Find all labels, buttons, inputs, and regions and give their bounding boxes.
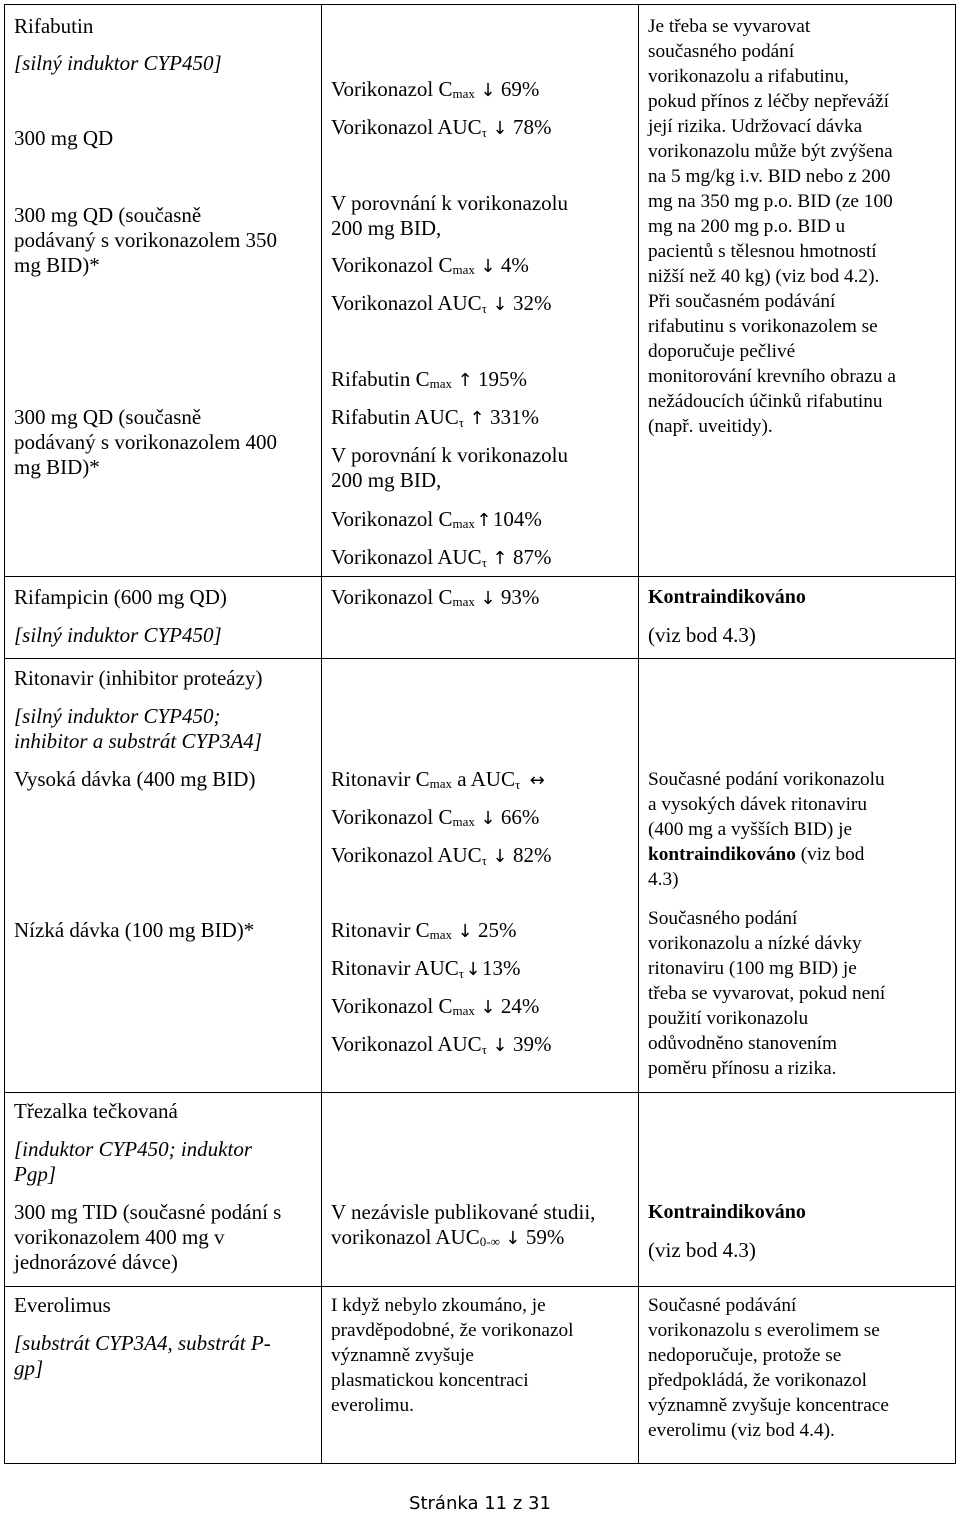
text-line: (např. uveitidy). bbox=[648, 416, 773, 437]
text-line: I když nebylo zkoumáno, je bbox=[331, 1295, 546, 1316]
pk-effect: Ritonavir AUCτ↓13% bbox=[331, 956, 521, 981]
pk-effect: Vorikonazol Cmax↑104% bbox=[331, 507, 542, 531]
text-line: na 5 mg/kg i.v. BID nebo z 200 bbox=[648, 166, 891, 187]
dose-label: 300 mg TID (současné podání s bbox=[14, 1200, 282, 1224]
row-divider-4 bbox=[4, 1286, 956, 1287]
table-border-top bbox=[4, 4, 956, 5]
arrow-down-icon: ↓ bbox=[465, 959, 481, 980]
arrow-down-icon: ↓ bbox=[480, 588, 496, 609]
arrow-up-icon: ↑ bbox=[476, 510, 492, 531]
text-line: everolimu. bbox=[331, 1395, 414, 1416]
dose-label: 300 mg QD bbox=[14, 126, 114, 150]
text-line: ritonaviru (100 mg BID) je bbox=[648, 958, 857, 979]
pk-effect: Vorikonazol AUCτ ↓ 82% bbox=[331, 843, 552, 868]
text-line: třeba se vyvarovat, pokud není bbox=[648, 983, 886, 1004]
pk-effect: Rifabutin Cmax ↑ 195% bbox=[331, 367, 527, 391]
recommendation-line: (400 mg a vyšších BID) je bbox=[648, 819, 853, 840]
dose-label: 300 mg QD (současně bbox=[14, 405, 202, 429]
reference-note: (viz bod 4.3) bbox=[648, 623, 756, 647]
text-line: everolimu (viz bod 4.4). bbox=[648, 1420, 835, 1441]
text-line: vorikonazolu a rifabutinu, bbox=[648, 66, 849, 87]
drug-name: Everolimus bbox=[14, 1293, 111, 1317]
text-line: nižší než 40 kg) (viz bod 4.2). bbox=[648, 266, 880, 287]
table-border-bottom bbox=[4, 1463, 956, 1464]
text-line: Současného podání bbox=[648, 908, 798, 929]
dose-label: Nízká dávka (100 mg BID)* bbox=[14, 918, 255, 942]
reference-note: (viz bod 4.3) bbox=[648, 1238, 756, 1262]
dose-label: Vysoká dávka (400 mg BID) bbox=[14, 767, 256, 791]
arrow-up-icon: ↑ bbox=[492, 548, 508, 569]
pk-effect: Vorikonazol Cmax ↓ 69% bbox=[331, 77, 540, 101]
pk-effect: Ritonavir Cmax ↓ 25% bbox=[331, 918, 517, 942]
table-border-right bbox=[955, 4, 956, 1464]
comparison-note: 200 mg BID, bbox=[331, 468, 442, 492]
comparison-note: 200 mg BID, bbox=[331, 216, 442, 240]
text-line: významně zvyšuje bbox=[331, 1345, 474, 1366]
pk-effect: Vorikonazol Cmax ↓ 66% bbox=[331, 805, 540, 829]
text-line: předpokládá, že vorikonazol bbox=[648, 1370, 867, 1391]
drug-name: Třezalka tečkovaná bbox=[14, 1099, 178, 1123]
dose-label: 300 mg QD (současně bbox=[14, 203, 202, 227]
drug-class: [induktor CYP450; induktor bbox=[14, 1137, 253, 1161]
drug-class: [silný induktor CYP450] bbox=[14, 623, 222, 647]
text-line: odůvodněno stanovením bbox=[648, 1033, 838, 1054]
contraindicated-label: Kontraindikováno bbox=[648, 1201, 806, 1223]
drug-class: [substrát CYP3A4, substrát P- bbox=[14, 1331, 271, 1355]
page-number: Stránka 11 z 31 bbox=[409, 1493, 551, 1514]
drug-name: Rifabutin bbox=[14, 14, 94, 38]
text-line: monitorování krevního obrazu a bbox=[648, 366, 896, 387]
table-border-left bbox=[4, 4, 5, 1464]
column-divider-1 bbox=[321, 4, 322, 1464]
pk-effect: Vorikonazol Cmax ↓ 4% bbox=[331, 253, 529, 277]
arrow-down-icon: ↓ bbox=[480, 808, 496, 829]
drug-name: Rifampicin (600 mg QD) bbox=[14, 585, 227, 609]
column-divider-2 bbox=[638, 4, 639, 1464]
text-line: současného podání bbox=[648, 41, 795, 62]
comparison-note: V porovnání k vorikonazolu bbox=[331, 191, 568, 215]
recommendation-line: a vysokých dávek ritonaviru bbox=[648, 794, 867, 815]
comparison-note: V porovnání k vorikonazolu bbox=[331, 443, 568, 467]
arrow-down-icon: ↓ bbox=[492, 294, 508, 315]
arrow-down-icon: ↓ bbox=[480, 80, 496, 101]
contraindicated-label: Kontraindikováno bbox=[648, 586, 806, 608]
text-line: pacientů s tělesnou hmotností bbox=[648, 241, 877, 262]
text-line: rifabutinu s vorikonazolem se bbox=[648, 316, 878, 337]
arrow-down-icon: ↓ bbox=[492, 1035, 508, 1056]
dose-label: mg BID)* bbox=[14, 253, 100, 277]
drug-class: Pgp] bbox=[14, 1162, 56, 1186]
text-line: doporučuje pečlivé bbox=[648, 341, 796, 362]
study-note: V nezávisle publikované studii, bbox=[331, 1200, 596, 1224]
drug-class: [silný induktor CYP450; bbox=[14, 704, 221, 728]
arrow-down-icon: ↓ bbox=[457, 921, 473, 942]
text-line: mg na 200 mg p.o. BID u bbox=[648, 216, 846, 237]
text-line: Je třeba se vyvarovat bbox=[648, 16, 811, 37]
text-line: mg na 350 mg p.o. BID (ze 100 bbox=[648, 191, 893, 212]
text-line: její rizika. Udržovací dávka bbox=[648, 116, 863, 137]
recommendation-line: kontraindikováno (viz bod bbox=[648, 844, 865, 865]
text-line: nežádoucích účinků rifabutinu bbox=[648, 391, 883, 412]
arrow-down-icon: ↓ bbox=[492, 846, 508, 867]
arrow-up-icon: ↑ bbox=[457, 370, 473, 391]
pk-effect: Vorikonazol AUCτ ↓ 39% bbox=[331, 1032, 552, 1057]
drug-class: gp] bbox=[14, 1356, 44, 1380]
pk-effect: Vorikonazol AUCτ ↑ 87% bbox=[331, 545, 552, 570]
recommendation-line: 4.3) bbox=[648, 869, 679, 890]
text-line: pokud přínos z léčby nepřeváží bbox=[648, 91, 889, 112]
interaction-table bbox=[4, 4, 957, 1464]
dose-label: jednorázové dávce) bbox=[14, 1250, 178, 1274]
text-line: významně zvyšuje koncentrace bbox=[648, 1395, 889, 1416]
row-divider-1 bbox=[4, 576, 956, 577]
text-line: vorikonazolu a nízké dávky bbox=[648, 933, 862, 954]
arrow-down-icon: ↓ bbox=[480, 997, 496, 1018]
text-line: vorikonazolu může být zvýšena bbox=[648, 141, 893, 162]
drug-class: [silný induktor CYP450] bbox=[14, 51, 222, 75]
pk-effect: vorikonazol AUC0-∞ ↓ 59% bbox=[331, 1225, 565, 1249]
pk-effect: Ritonavir Cmax a AUCτ ↔ bbox=[331, 767, 554, 797]
dose-label: vorikonazolem 400 mg v bbox=[14, 1225, 225, 1249]
text-line: plasmatickou koncentraci bbox=[331, 1370, 529, 1391]
dose-label: podávaný s vorikonazolem 400 bbox=[14, 430, 278, 454]
text-line: Při současném podávání bbox=[648, 291, 836, 312]
text-line: použití vorikonazolu bbox=[648, 1008, 809, 1029]
text-line: Současné podávání bbox=[648, 1295, 797, 1316]
pk-effect: Vorikonazol AUCτ ↓ 78% bbox=[331, 115, 552, 140]
drug-name: Ritonavir (inhibitor proteázy) bbox=[14, 666, 263, 690]
text-line: nedoporučuje, protože se bbox=[648, 1345, 842, 1366]
row-divider-3 bbox=[4, 1092, 956, 1093]
pk-effect: Vorikonazol Cmax ↓ 24% bbox=[331, 994, 540, 1018]
pk-effect: Vorikonazol Cmax ↓ 93% bbox=[331, 585, 540, 609]
text-line: pravděpodobné, že vorikonazol bbox=[331, 1320, 574, 1341]
row-divider-2 bbox=[4, 658, 956, 659]
pk-effect: Rifabutin AUCτ ↑ 331% bbox=[331, 405, 539, 430]
dose-label: podávaný s vorikonazolem 350 bbox=[14, 228, 278, 252]
arrow-down-icon: ↓ bbox=[492, 118, 508, 139]
arrow-down-icon: ↓ bbox=[505, 1228, 521, 1249]
arrow-both-icon: ↔ bbox=[529, 770, 545, 791]
recommendation-line: Současné podání vorikonazolu bbox=[648, 769, 885, 790]
dose-label: mg BID)* bbox=[14, 455, 100, 479]
text-line: vorikonazolu s everolimem se bbox=[648, 1320, 880, 1341]
pk-effect: Vorikonazol AUCτ ↓ 32% bbox=[331, 291, 552, 316]
arrow-down-icon: ↓ bbox=[480, 256, 496, 277]
arrow-up-icon: ↑ bbox=[469, 408, 485, 429]
drug-class: inhibitor a substrát CYP3A4] bbox=[14, 729, 262, 753]
text-line: poměru přínosu a rizika. bbox=[648, 1058, 837, 1079]
